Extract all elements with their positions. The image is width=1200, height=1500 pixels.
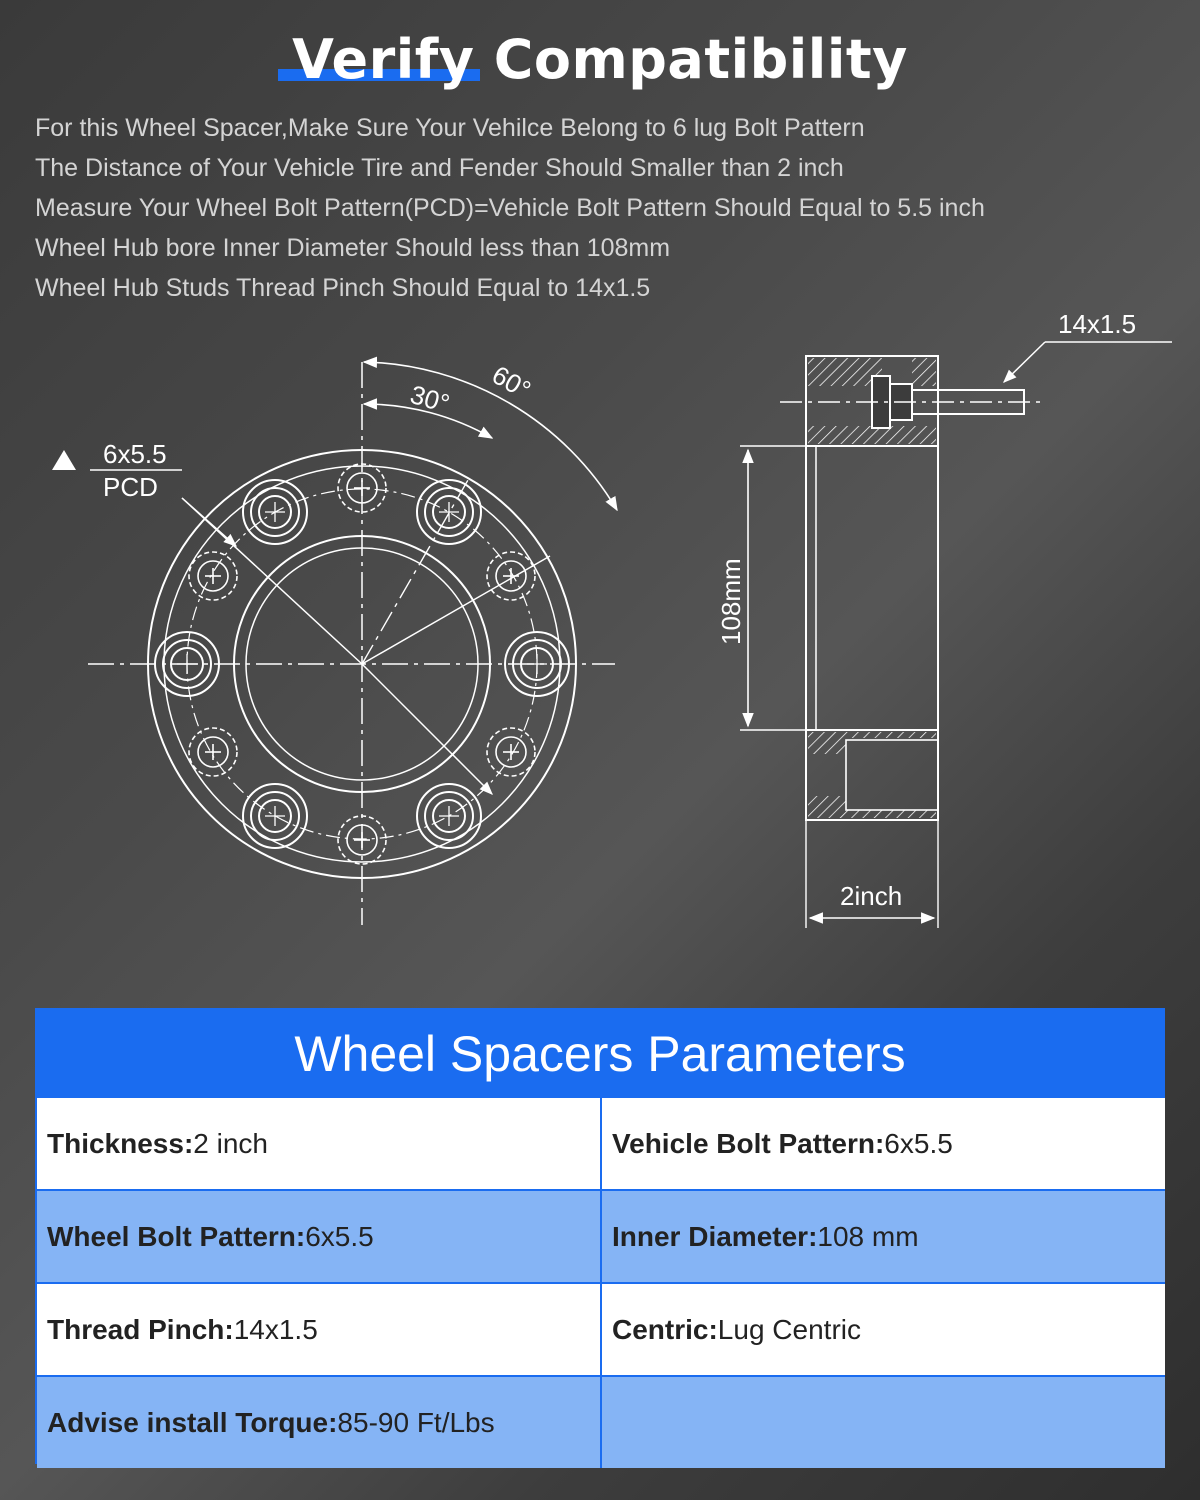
hatch xyxy=(846,810,936,818)
param-thread-pinch: Thread Pinch: 14x1.5 xyxy=(37,1284,600,1375)
thread-leader-arrow xyxy=(1004,342,1045,382)
stud-hole-small xyxy=(487,552,535,600)
requirement-item: The Distance of Your Vehicle Tire and Fender Should Smaller than 2 inch xyxy=(35,154,844,182)
side-view xyxy=(740,342,1172,928)
angle-label-30: 30° xyxy=(406,379,453,419)
technical-drawing xyxy=(0,300,1200,960)
param-wheel-bolt-pattern: Wheel Bolt Pattern: 6x5.5 xyxy=(37,1191,600,1282)
angle-line-60 xyxy=(362,556,550,664)
param-thickness: Thickness: 2 inch xyxy=(37,1098,600,1189)
requirement-item: Measure Your Wheel Bolt Pattern(PCD)=Vehicle Bolt Pattern Should Equal to 5.5 inch xyxy=(35,194,985,222)
parameters-table xyxy=(35,1008,1165,1464)
requirement-item: For this Wheel Spacer,Make Sure Your Vehilce Belong to 6 lug Bolt Pattern xyxy=(35,114,865,142)
front-view xyxy=(88,362,617,925)
thread-label: 14x1.5 xyxy=(1058,309,1137,339)
stud-bore xyxy=(846,740,938,810)
pcd-value: 6x5.5 xyxy=(103,439,167,469)
stud-hole-small xyxy=(189,552,237,600)
pcd-warning-icon xyxy=(52,450,76,470)
hatch xyxy=(808,732,846,754)
requirement-item: Wheel Hub bore Inner Diameter Should less than 108mm xyxy=(35,234,671,262)
page-title xyxy=(0,28,1200,91)
param-centric: Centric: Lug Centric xyxy=(602,1284,1165,1375)
stud-hole-small xyxy=(189,728,237,776)
thickness-label: 2inch xyxy=(840,881,903,911)
hatch xyxy=(912,358,936,386)
side-body xyxy=(806,446,938,730)
hatch xyxy=(846,732,936,738)
requirement-item: Wheel Hub Studs Thread Pinch Should Equal to 14x1.5 xyxy=(35,274,651,302)
parameters-grid xyxy=(37,1098,1163,1468)
stud-hole-large xyxy=(417,480,481,544)
requirements-list xyxy=(35,108,985,308)
hatch xyxy=(808,796,846,818)
parameters-title: Wheel Spacers Parameters xyxy=(37,1010,1163,1098)
bore-label: 108mm xyxy=(716,558,746,645)
title-rest: Compatibility xyxy=(493,28,908,91)
param-install-torque: Advise install Torque: 85-90 Ft/Lbs xyxy=(37,1377,600,1468)
stud-hole-small xyxy=(487,728,535,776)
stud-hole-large xyxy=(417,784,481,848)
stud-hole-large xyxy=(243,784,307,848)
title-highlight-word: Verify xyxy=(292,28,475,91)
param-inner-diameter: Inner Diameter: 108 mm xyxy=(602,1191,1165,1282)
pcd-label: PCD xyxy=(103,472,158,502)
stud-shaft xyxy=(912,390,1024,414)
param-empty-cell xyxy=(602,1377,1165,1468)
stud-hole-large xyxy=(243,480,307,544)
hatch xyxy=(808,358,882,386)
param-vehicle-bolt-pattern: Vehicle Bolt Pattern: 6x5.5 xyxy=(602,1098,1165,1189)
angle-label-60: 60° xyxy=(486,359,537,406)
